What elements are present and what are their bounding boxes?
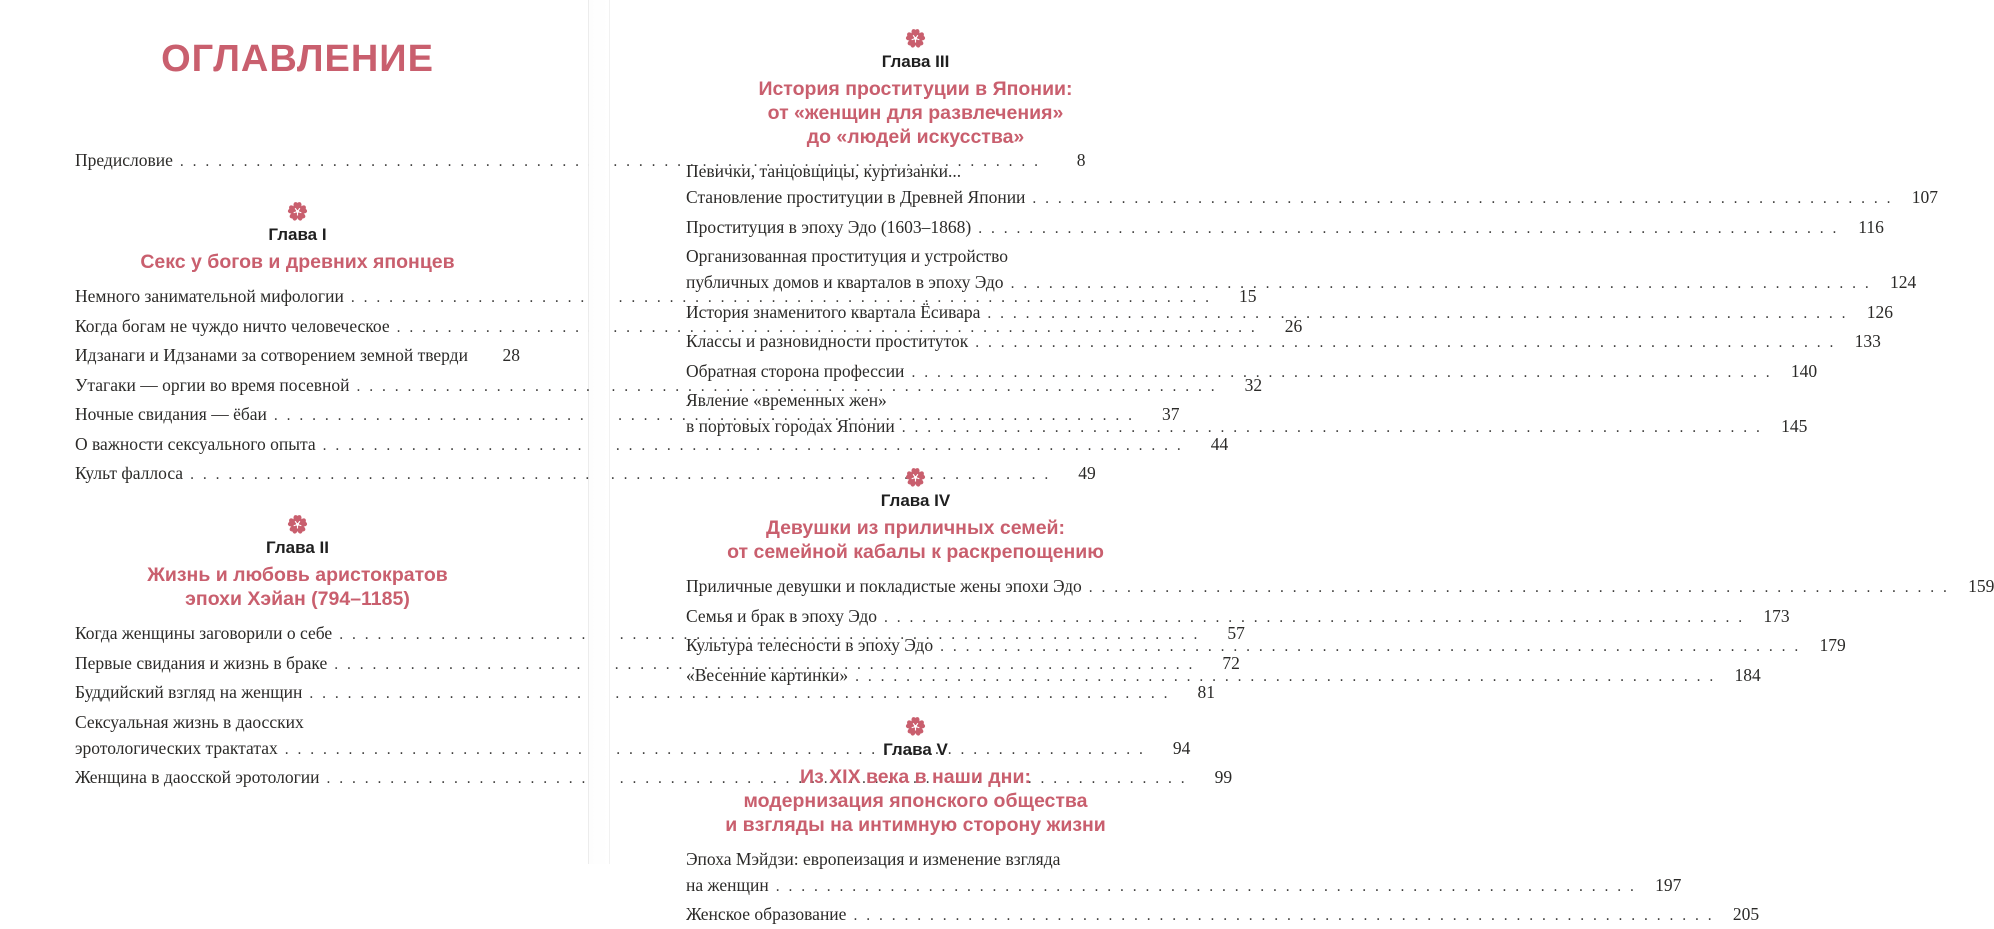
chapter-section [75,514,520,792]
toc-entry [75,620,520,648]
right-page [609,0,1218,864]
toc-entry-label: Явление «временных жен» [686,387,1145,413]
toc-entry-row [75,620,520,648]
chapter-section [75,201,520,488]
toc-entry-label: Классы и разновидности проституток [686,328,975,354]
toc-entry-page-number: 107 [1893,184,1938,210]
chapter-title-line: История проституции в Японии: [758,78,1072,100]
toc-entry [75,679,520,707]
toc-entry-label: Когда богам не чуждо ничто человеческое [75,313,397,339]
toc-entry-row [686,358,1145,386]
toc-entry [686,358,1145,386]
toc-entry-label: Ночные свидания — ёбаи [75,401,274,427]
dot-leader [1089,575,1950,601]
chapter-number: Глава III [686,52,1145,72]
dot-leader [855,664,1716,690]
toc-entry [75,401,520,429]
chapter-title-line: Секс у богов и древних японцев [140,251,454,273]
toc-entry-row [75,313,520,341]
toc-entry-page-number: 37 [1135,401,1180,427]
toc-title: ОГЛАВЛЕНИЕ [75,38,520,81]
sakura-flower-icon [905,716,926,737]
toc-entry-label: Когда женщины заговорили о себе [75,620,339,646]
toc-entry-row [75,650,520,678]
toc-entry [686,214,1145,242]
toc-entry-row [686,184,1145,212]
toc-entry-label: Женщина в даосской эротологии [75,764,327,790]
dot-leader [1032,186,1893,212]
toc-entry [75,372,520,400]
toc-entry-page-number: 49 [1051,460,1096,486]
toc-entry-page-number: 44 [1183,431,1228,457]
toc-entry-label: История знаменитого квартала Ёсивара [686,299,987,325]
chapter-title [686,516,1145,564]
toc-entry-row [75,431,520,459]
chapter-title-line: Девушки из приличных семей: [766,517,1065,539]
chapter-title-line: эпохи Хэйан (794–1185) [185,588,410,610]
toc-entry-row [686,573,1145,601]
toc-entry-page-number: 126 [1848,299,1893,325]
toc-entry-row [75,764,520,792]
toc-entry-row [686,299,1145,327]
toc-entry-label: Женское образование [686,901,853,927]
chapter-number: Глава II [75,538,520,558]
toc-entry-label: Организованная проституция и устройство [686,243,1145,269]
toc-entry [686,901,1145,929]
toc-entry-page-number: 179 [1801,632,1846,658]
toc-entry [686,328,1145,356]
sakura-flower-icon [287,201,308,222]
toc-entry-row [686,413,1145,441]
toc-entry-page-number: 116 [1839,214,1884,240]
toc-entry [75,764,520,792]
toc-entry-page-number: 124 [1871,269,1916,295]
toc-entry-label: Приличные девушки и покладистые жены эпохи Эдо [686,573,1089,599]
dot-leader [902,415,1763,441]
toc-entry-page-number: 32 [1217,372,1262,398]
toc-entry-label: Утагаки — оргии во время посевной [75,372,356,398]
toc-entry-label: Семья и брак в эпоху Эдо [686,603,884,629]
toc-entry-page-number: 81 [1170,679,1215,705]
toc-entry-label: Сексуальная жизнь в даосских [75,709,520,735]
toc-entry-row [75,460,520,488]
sakura-flower-icon [905,28,926,49]
toc-entry [686,573,1145,601]
toc-entry-row [686,872,1145,900]
toc-entry-page-number: 205 [1714,901,1759,927]
dot-leader [776,874,1637,900]
chapter-title-line: от «женщин для развлечения» [768,102,1064,124]
chapter-entries [686,846,1145,929]
toc-entry-row [686,662,1145,690]
toc-entry-row [75,679,520,707]
toc-entry-label: Культ фаллоса [75,460,190,486]
toc-entry [686,387,1145,441]
chapter-title-line: Жизнь и любовь аристократов [147,564,448,586]
toc-entry-label: Идзанаги и Идзанами за сотворением земной тверди [75,342,475,368]
toc-entry-row [686,328,1145,356]
left-page [0,0,589,864]
toc-entry-label: эротологических трактатах [75,735,285,761]
chapter-entries [75,620,520,792]
toc-entry-label: «Весенние картинки» [686,662,855,688]
toc-entry-row [686,901,1145,929]
toc-entry-label: Первые свидания и жизнь в браке [75,650,334,676]
dot-leader [987,301,1848,327]
dot-leader [884,605,1745,631]
toc-entry-label: Обратная сторона профессии [686,358,911,384]
toc-entry [686,662,1145,690]
toc-entry-row [75,342,520,370]
dot-leader [940,634,1801,660]
toc-entry [75,431,520,459]
chapter-title [686,77,1145,149]
toc-entry-label: на женщин [686,872,776,898]
toc-entry [75,283,520,311]
toc-entry [75,650,520,678]
toc-entry-page-number: 145 [1762,413,1807,439]
chapter-entries [686,573,1145,690]
chapter-title-line: Из XIX века в наши дни: [800,766,1031,788]
toc-entry [686,299,1145,327]
chapter-section [686,28,1145,441]
chapter-number: Глава IV [686,491,1145,511]
dot-leader [975,330,1836,356]
toc-entry [75,709,520,763]
toc-entry [686,632,1145,660]
chapter-section [686,467,1145,690]
chapter-title-line: до «людей искусства» [807,126,1025,148]
toc-entry-row [75,401,520,429]
toc-entry-page-number: 72 [1195,650,1240,676]
sakura-flower-icon [287,514,308,535]
chapter-section [686,716,1145,929]
toc-entry-page-number: 159 [1949,573,1994,599]
toc-entry-label: Буддийский взгляд на женщин [75,679,309,705]
toc-entry-row [686,603,1145,631]
toc-entry [686,603,1145,631]
dot-leader [911,360,1772,386]
toc-entry-label: публичных домов и кварталов в эпоху Эдо [686,269,1011,295]
toc-entry [686,243,1145,297]
toc-entry-page-number: 57 [1200,620,1245,646]
toc-entry [686,846,1145,900]
toc-entry-label: Певички, танцовщицы, куртизанки... [686,158,1145,184]
toc-entry-row [75,735,520,763]
left-page-chapters [75,201,520,792]
dot-leader [853,903,1714,929]
chapter-title [686,765,1145,837]
chapter-title [75,250,520,274]
toc-entry [75,460,520,488]
toc-entry [686,158,1145,212]
toc-entry-page-number: 15 [1211,283,1256,309]
toc-entry-row [75,283,520,311]
toc-entry-page-number: 140 [1772,358,1817,384]
chapter-number: Глава V [686,740,1145,760]
toc-entry-page-number: 28 [475,342,520,368]
dot-leader [1011,271,1872,297]
dot-leader [978,216,1839,242]
toc-entry-page-number: 184 [1716,662,1761,688]
toc-entry-page-number: 133 [1836,328,1881,354]
toc-entry-row [686,632,1145,660]
toc-entry-label: Культура телесности в эпоху Эдо [686,632,940,658]
chapter-title-line: модернизация японского общества [743,790,1087,812]
toc-entry-row [686,269,1145,297]
chapter-title-line: от семейной кабалы к раскрепощению [727,541,1104,563]
toc-entry-label: Проституция в эпоху Эдо (1603–1868) [686,214,978,240]
toc-entry-page-number: 94 [1145,735,1190,761]
toc-entry-page-number: 8 [1040,147,1085,173]
chapter-title [75,563,520,611]
sakura-flower-icon [905,467,926,488]
page-gutter [589,0,609,864]
preface-entry [75,147,520,175]
toc-entry-label: в портовых городах Японии [686,413,902,439]
chapter-title-line: и взгляды на интимную сторону жизни [725,814,1106,836]
toc-entry-label: О важности сексуального опыта [75,431,323,457]
toc-entry-page-number: 26 [1257,313,1302,339]
toc-entry-page-number: 197 [1636,872,1681,898]
chapter-entries [75,283,520,488]
toc-entry-row [75,372,520,400]
toc-entry [75,313,520,341]
toc-entry-label: Предисловие [75,147,180,173]
chapter-entries [686,158,1145,441]
toc-entry-page-number: 99 [1187,764,1232,790]
toc-entry-label: Становление проституции в Древней Японии [686,184,1032,210]
right-page-chapters [686,28,1145,929]
toc-entry-label: Немного занимательной мифологии [75,283,351,309]
chapter-number: Глава I [75,225,520,245]
toc-entry [75,342,520,370]
toc-entry-row [686,214,1145,242]
toc-entry-page-number: 173 [1745,603,1790,629]
toc-entry-label: Эпоха Мэйдзи: европеизация и изменение взгляда [686,846,1145,872]
